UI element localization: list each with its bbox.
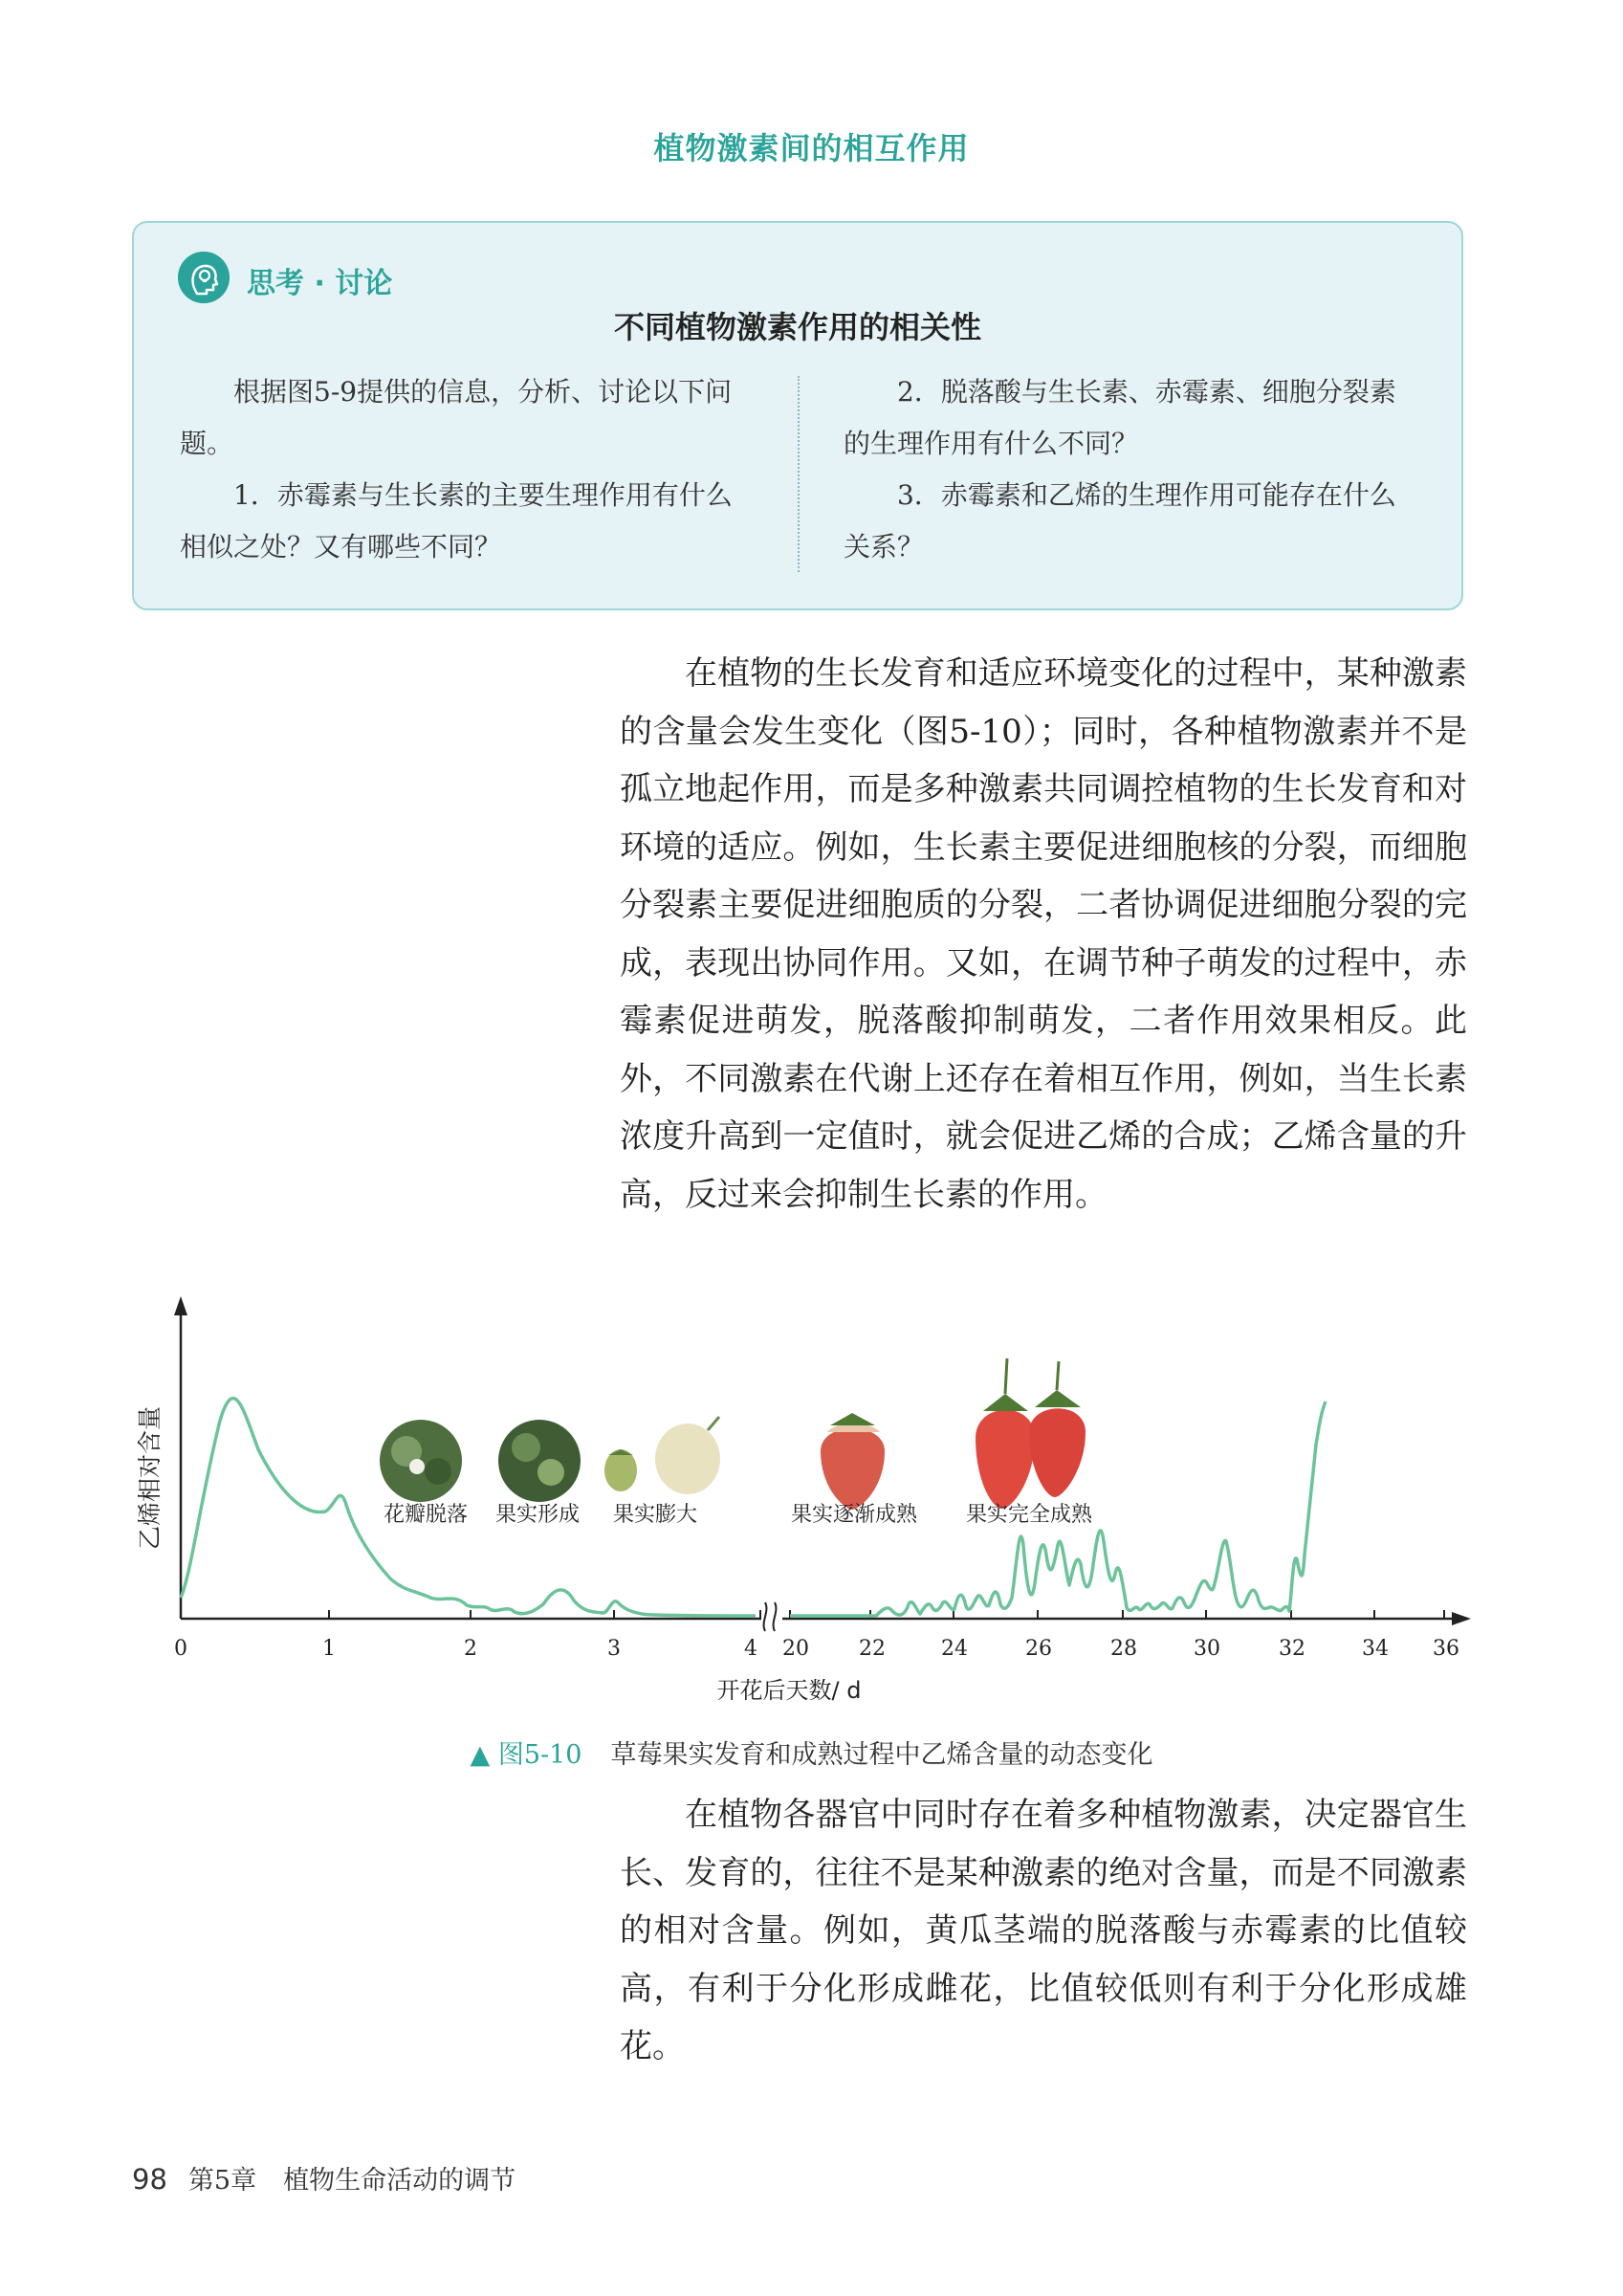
discussion-question-1: 1．赤霉素与生长素的主要生理作用有什么相似之处？又有哪些不同？ xyxy=(180,479,733,563)
figure-caption-text: 草莓果实发育和成熟过程中乙烯含量的动态变化 xyxy=(610,1740,1153,1770)
figure-number: ▲ 图5-10 xyxy=(470,1740,582,1770)
ripe-strawberries-photo xyxy=(976,1358,1086,1509)
flower-photo xyxy=(380,1420,462,1502)
figure-caption xyxy=(0,1733,1623,1771)
x-tick-label: 36 xyxy=(1433,1637,1459,1661)
stage-label: 果实完全成熟 xyxy=(965,1503,1093,1527)
page-footer xyxy=(132,2159,515,2197)
ethylene-figure xyxy=(134,1229,1473,1712)
x-axis-arrow xyxy=(1452,1612,1471,1625)
ripening-strawberry-photo xyxy=(821,1413,885,1510)
discussion-subtitle: 不同植物激素作用的相关性 xyxy=(613,309,981,345)
y-axis-title: 乙烯相对含量 xyxy=(136,1405,164,1551)
discussion-question-2: 2．脱落酸与生长素、赤霉素、细胞分裂素的生理作用有什么不同？ xyxy=(844,376,1396,459)
head-lightbulb-icon xyxy=(178,252,230,303)
x-tick-label: 34 xyxy=(1362,1637,1389,1661)
x-tick-label: 32 xyxy=(1279,1637,1305,1661)
discussion-right-column xyxy=(844,366,1417,573)
x-axis-title: 开花后天数/ d xyxy=(716,1677,862,1704)
chapter-title: 植物生命活动的调节 xyxy=(283,2166,516,2196)
x-tick-label: 28 xyxy=(1110,1637,1137,1661)
section-title: 植物激素间的相互作用 xyxy=(653,130,970,166)
x-tick-label: 22 xyxy=(859,1637,886,1661)
x-tick-label: 2 xyxy=(464,1637,477,1661)
discussion-box xyxy=(132,221,1463,610)
stage-label: 花瓣脱落 xyxy=(383,1503,469,1527)
x-tick-label: 4 xyxy=(744,1637,757,1661)
stage-label: 果实形成 xyxy=(494,1503,581,1527)
y-axis-arrow xyxy=(174,1296,187,1315)
column-divider xyxy=(798,376,800,572)
x-tick-label: 26 xyxy=(1025,1637,1052,1661)
x-tick-label: 20 xyxy=(782,1637,809,1661)
ethylene-curve xyxy=(181,1399,1326,1616)
body-paragraph-1: 在植物的生长发育和适应环境变化的过程中，某种激素的含量会发生变化（图5-10）；同时，各种植物激素并不是孤立地起作用，而是多种激素共同调控植物的生长发育和对环境的适应。例如，生长素主要促进细胞核的分裂，而细胞分裂素主要促进细胞质的分裂，二者协调促进细胞分裂的完成，表现出协同作用。又如，在调节种子萌发的过程中，赤霉素促进萌发，脱落酸抑制萌发，二者作用效果相反。此外，不同激素在代谢上还存在着相互作用，例如，当生长素浓度升高到一定值时，就会促进乙烯的合成；乙烯含量的升高，反过来会抑制生长素的作用。 xyxy=(620,654,1467,1214)
young-fruit-photo xyxy=(498,1420,581,1502)
x-tick-label: 0 xyxy=(174,1637,187,1661)
x-tick-label: 24 xyxy=(941,1637,968,1661)
chapter-number: 第5章 xyxy=(187,2166,257,2196)
page-number: 98 xyxy=(132,2163,167,2196)
x-tick-label: 1 xyxy=(322,1637,336,1661)
body-paragraph-2: 在植物各器官中同时存在着多种植物激素，决定器官生长、发育的，往往不是某种激素的绝对含量，而是不同激素的相对含量。例如，黄瓜茎端的脱落酸与赤霉素的比值较高，有利于分化形成雌花，比值较低则有利于分化形成雄花。 xyxy=(620,1796,1467,2065)
stage-label: 果实膨大 xyxy=(612,1503,698,1527)
discussion-question-3: 3．赤霉素和乙烯的生理作用可能存在什么关系？ xyxy=(844,479,1396,563)
discussion-left-column xyxy=(180,366,754,573)
x-tick-label: 30 xyxy=(1194,1637,1220,1661)
small-fruit-photo xyxy=(604,1449,637,1491)
discussion-intro: 根据图5-9提供的信息，分析、讨论以下问题。 xyxy=(180,376,733,459)
discussion-label: 思考 · 讨论 xyxy=(247,267,393,300)
white-fruit-photo xyxy=(655,1417,720,1494)
stage-label: 果实逐渐成熟 xyxy=(790,1503,918,1527)
x-tick-label: 3 xyxy=(607,1637,621,1661)
